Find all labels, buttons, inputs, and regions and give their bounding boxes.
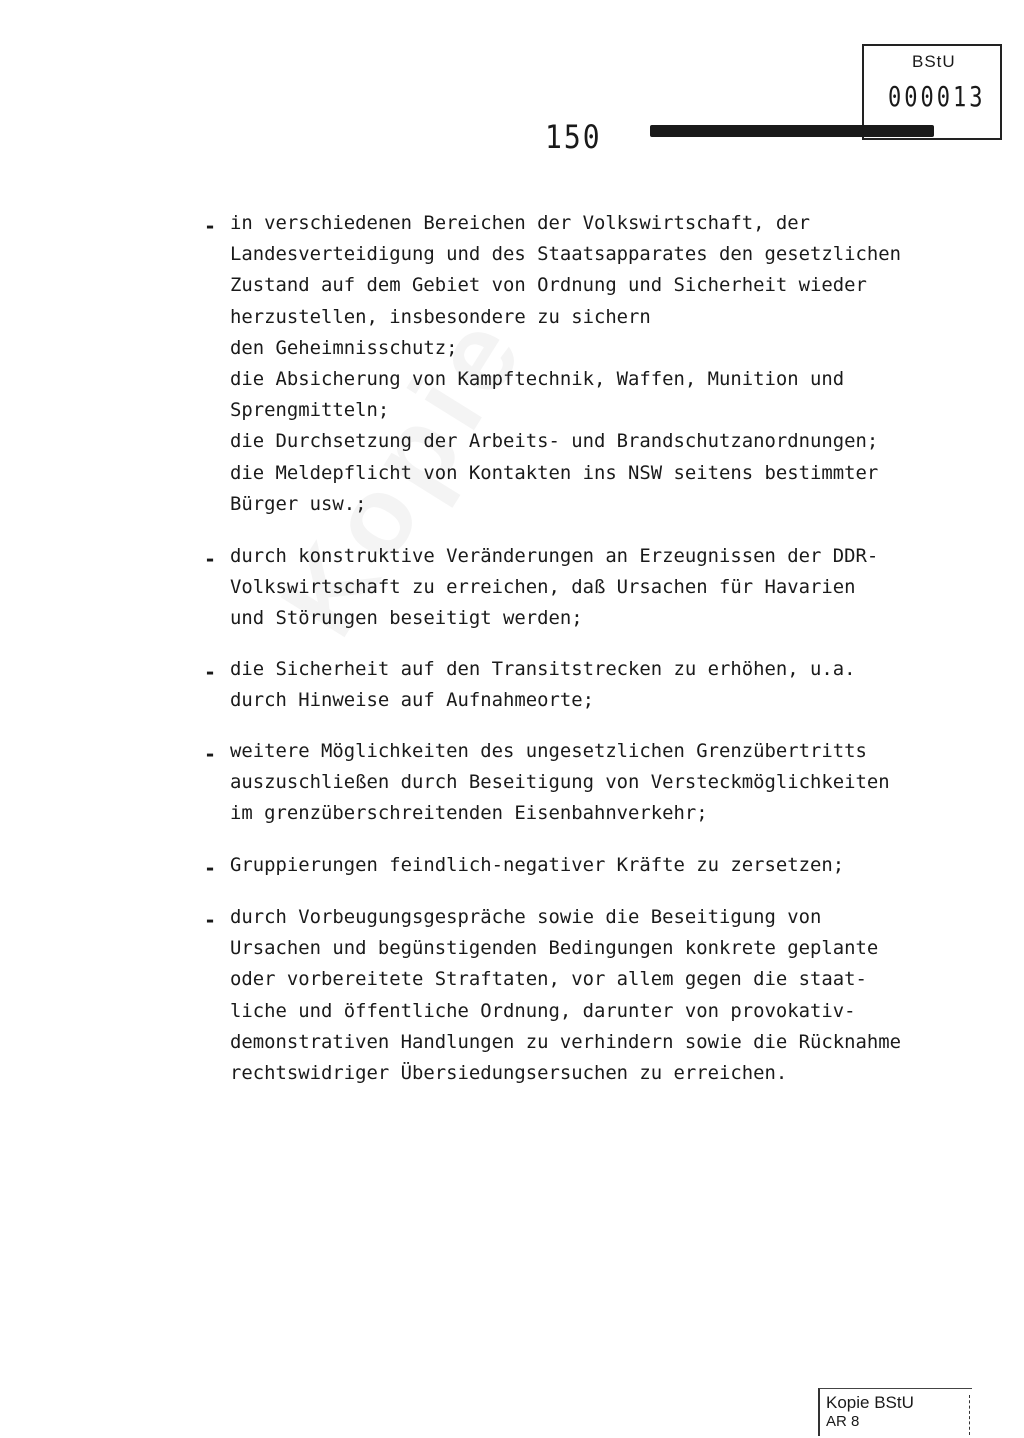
text-line: Sprengmitteln; [230, 399, 390, 422]
page-number: 150 [545, 118, 602, 156]
bullet-dash: - [204, 742, 217, 766]
text-line: und Störungen beseitigt werden; [230, 607, 583, 630]
text-line: weitere Möglichkeiten des ungesetzlichen Grenzübertritts [230, 740, 867, 762]
text-line: in verschiedenen Bereichen der Volkswirtschaft, der [230, 212, 811, 234]
text-line: die Meldepflicht von Kontakten ins NSW seitens bestimmter [230, 461, 879, 484]
text-line: die Absicherung von Kampftechnik, Waffen, Munition und [230, 368, 845, 390]
text-line: Volkswirtschaft zu erreichen, daß Ursachen für Havarien [230, 576, 856, 599]
text-line: im grenzüberschreitenden Eisenbahnverkehr; [230, 802, 708, 825]
text-line: oder vorbereitete Straftaten, vor allem gegen die staat- [230, 968, 867, 991]
copy-stamp-line2: AR 8 [826, 1413, 860, 1430]
text-line: durch Vorbeugungsgespräche sowie die Beseitigung von [230, 906, 822, 928]
redaction-bar [650, 125, 934, 137]
text-line: den Geheimnisschutz; [230, 336, 458, 359]
text-line: rechtswidriger Übersiedungsersuchen zu erreichen. [230, 1062, 788, 1084]
text-line: durch konstruktive Veränderungen an Erzeugnissen der DDR- [230, 545, 879, 567]
text-line: die Durchsetzung der Arbeits- und Brandschutzanordnungen; [230, 430, 879, 453]
text-line: demonstrativen Handlungen zu verhindern sowie die Rücknahme [230, 1030, 902, 1053]
text-line: Ursachen und begünstigenden Bedingungen konkrete geplante [230, 937, 879, 960]
bullet-dash: - [204, 214, 217, 238]
text-line: Zustand auf dem Gebiet von Ordnung und Sicherheit wieder [230, 274, 867, 297]
text-line: herzustellen, insbesondere zu sichern [230, 305, 651, 328]
text-line: die Sicherheit auf den Transitstrecken zu erhöhen, u.a. [230, 658, 856, 680]
stamp-number: 000013 [888, 82, 986, 114]
bullet-dash: - [204, 547, 217, 571]
copy-stamp [818, 1388, 972, 1436]
text-line: Gruppierungen feindlich-negativer Kräfte zu zersetzen; [230, 854, 845, 876]
bullet-dash: - [204, 856, 217, 880]
text-line: auszuschließen durch Beseitigung von Versteckmöglichkeiten [230, 771, 890, 794]
text-line: Landesverteidigung und des Staatsapparates den gesetzlichen [230, 243, 902, 266]
copy-stamp-line1: Kopie BStU [826, 1393, 914, 1412]
stamp-label: BStU [912, 52, 956, 71]
bullet-dash: - [204, 908, 217, 932]
text-line: Bürger usw.; [230, 492, 367, 515]
bullet-dash: - [204, 660, 217, 684]
text-line: liche und öffentliche Ordnung, darunter von provokativ- [230, 999, 856, 1022]
text-line: durch Hinweise auf Aufnahmeorte; [230, 689, 594, 712]
